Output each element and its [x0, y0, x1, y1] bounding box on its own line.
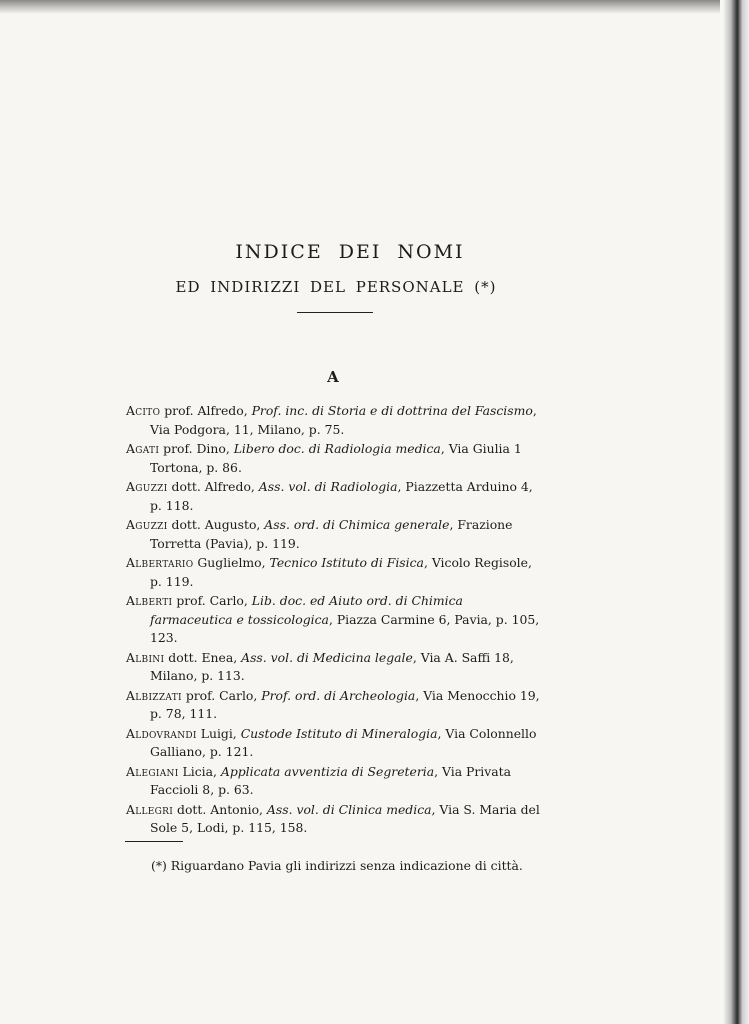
entry-role: Ass. ord. di Chimica generale — [264, 517, 450, 532]
entry-address: , Via Podgora, 11, Milano, p. 75. — [150, 403, 537, 437]
entry-name: prof. Alfredo, — [160, 403, 252, 418]
entry-name: Guglielmo, — [193, 555, 270, 570]
entry-address: , Via Giulia 1 Tortona, p. 86. — [150, 441, 522, 475]
scan-binding-edge — [723, 0, 749, 1024]
entry-address: , Piazzetta Arduino 4, p. 118. — [150, 479, 533, 513]
entry-role: Ass. vol. di Radiologia — [258, 479, 398, 494]
entry-address: , Vicolo Regisole, p. 119. — [150, 555, 532, 589]
entry-address: , Via Privata Faccioli 8, p. 63. — [150, 763, 512, 797]
entry-role: Tecnico Istituto di Fisica — [269, 555, 424, 570]
entry-name: Luigi, — [196, 725, 241, 741]
entry-role: Custode Istituto di Mineralogia — [240, 725, 438, 741]
entry-surname: Allegri — [126, 801, 174, 817]
entry-name: dott. Augusto, — [167, 517, 265, 532]
index-entry — [126, 763, 546, 800]
entry-name: dott. Antonio, — [173, 801, 267, 817]
entry-address: , Via S. Maria del Sole 5, Lodi, p. 115, 158. — [150, 801, 540, 835]
entry-name: prof. Carlo, — [172, 593, 252, 608]
entry-surname: Acito — [126, 403, 161, 418]
index-entry — [126, 725, 546, 762]
entry-name: prof. Dino, — [159, 441, 234, 456]
entry-role: Libero doc. di Radiologia medica — [233, 441, 441, 456]
entry-role: Lib. doc. ed Aiuto ord. di Chimica farmaceutica e tossicologica — [150, 593, 463, 627]
entry-surname: Aguzzi — [126, 479, 168, 494]
entry-address: , Piazza Carmine 6, Pavia, p. 105, 123. — [150, 611, 540, 645]
entry-name: Licia, — [178, 763, 221, 779]
index-entries — [126, 402, 546, 839]
index-entry — [126, 516, 546, 553]
entry-address: , Via A. Saffi 18, Milano, p. 113. — [150, 649, 514, 683]
index-entry — [126, 440, 546, 477]
entry-name: dott. Alfredo, — [167, 479, 259, 494]
entry-surname: Albini — [126, 649, 165, 665]
page-subtitle: ED INDIRIZZI DEL PERSONALE (*) — [175, 278, 497, 296]
entry-surname: Alegiani — [126, 763, 179, 779]
entry-role: Prof. ord. di Archeologia — [261, 687, 416, 703]
scan-top-edge — [0, 0, 720, 14]
footnote: (*) Riguardano Pavia gli indirizzi senza indicazione di città. — [151, 858, 523, 873]
entry-role: Ass. vol. di Medicina legale — [241, 649, 413, 665]
footnote-divider — [125, 841, 183, 842]
index-entry — [126, 478, 546, 515]
section-letter: A — [327, 368, 339, 386]
entry-name: prof. Carlo, — [181, 687, 262, 703]
entry-address: , Frazione Torretta (Pavia), p. 119. — [150, 517, 513, 551]
index-entry — [126, 592, 546, 648]
title-divider — [297, 312, 373, 313]
entry-surname: Albertario — [126, 555, 194, 570]
index-entry — [126, 649, 546, 686]
entry-role: Prof. inc. di Storia e di dottrina del Fascismo — [251, 403, 533, 418]
index-entry — [126, 687, 546, 724]
entry-role: Ass. vol. di Clinica medica — [266, 801, 432, 817]
page-title: INDICE DEI NOMI — [235, 241, 465, 263]
entry-surname: Agati — [126, 441, 160, 456]
entry-surname: Aldovrandi — [126, 725, 197, 741]
entry-address: , Via Menocchio 19, p. 78, 111. — [150, 687, 540, 721]
index-entry — [126, 402, 546, 439]
entry-surname: Aguzzi — [126, 517, 168, 532]
entry-surname: Albizzati — [126, 687, 182, 703]
entry-name: dott. Enea, — [164, 649, 242, 665]
index-entry — [126, 554, 546, 591]
entry-surname: Alberti — [126, 593, 173, 608]
entry-address: , Via Colonnello Galliano, p. 121. — [150, 725, 537, 759]
entry-role: Applicata avventizia di Segreteria — [220, 763, 435, 779]
index-entry — [126, 801, 546, 838]
